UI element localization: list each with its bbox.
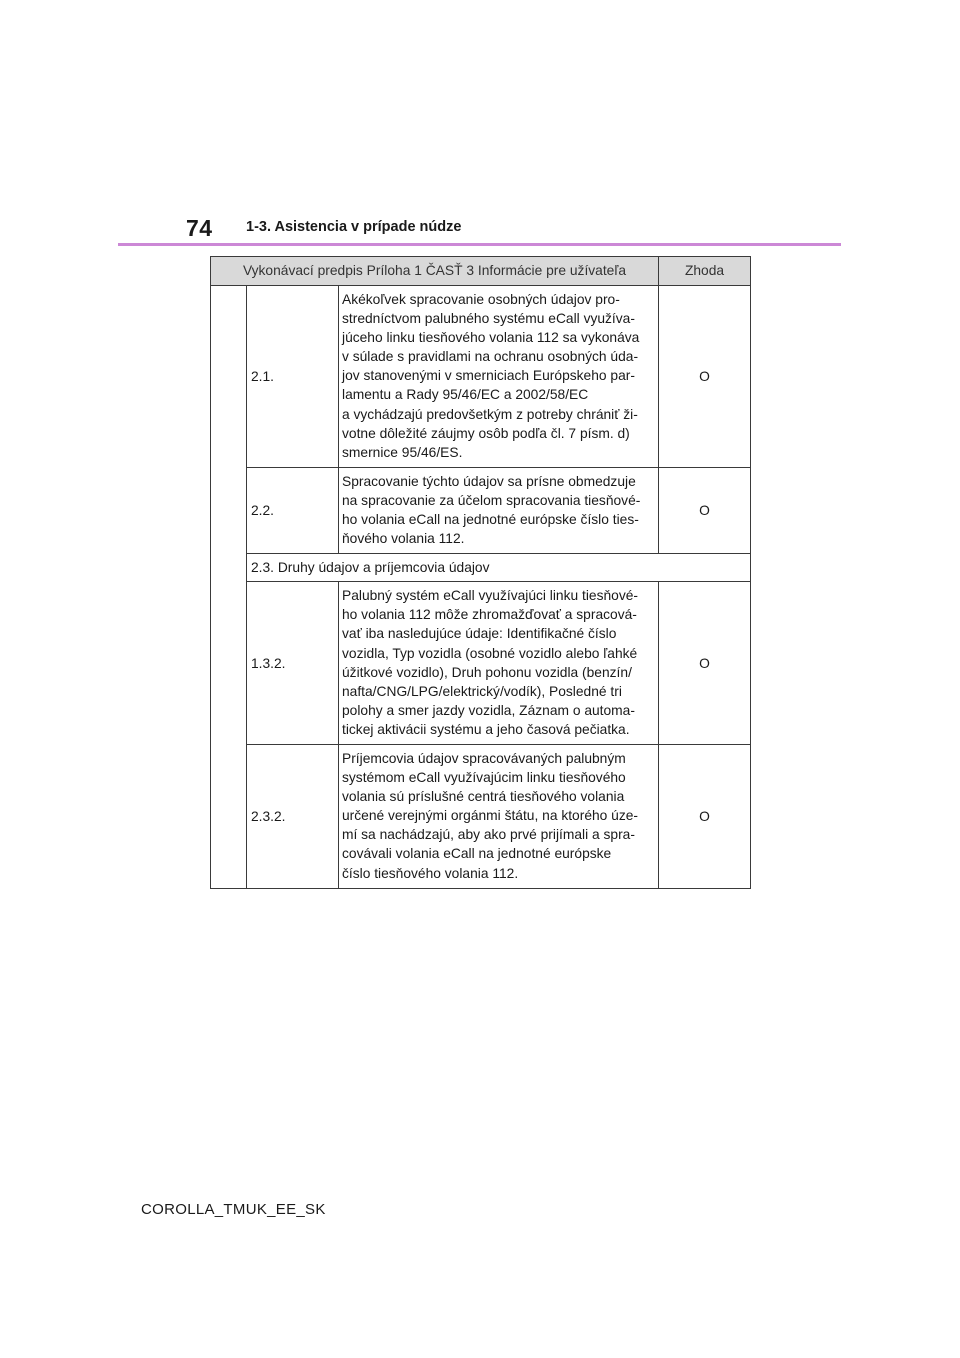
table-row xyxy=(211,286,751,468)
text-line: Príjemcovia údajov spracovávaných palubným xyxy=(342,750,626,766)
text-line: vozidla, Typ vozidla (osobné vozidlo alebo ľahké xyxy=(342,645,638,661)
text-line: covávali volania eCall na jednotné európske xyxy=(342,846,612,862)
table-row xyxy=(211,744,751,888)
text-line: v súlade s pravidlami na ochranu osobných úda- xyxy=(342,349,639,365)
table-row xyxy=(211,582,751,745)
indent-column xyxy=(211,286,247,889)
table-header-row xyxy=(211,257,751,286)
header-compliance: Zhoda xyxy=(659,257,751,286)
row-text xyxy=(339,744,659,888)
text-line: tickej aktivácii systému a jeho časová pečiatka. xyxy=(342,721,630,737)
text-line: na spracovanie za účelom spracovania tiesňové- xyxy=(342,492,641,508)
table-subheading-row xyxy=(211,554,751,582)
header-divider xyxy=(118,243,841,246)
text-line: smernice 95/46/ES. xyxy=(342,444,463,460)
compliance-value: O xyxy=(659,582,751,745)
text-line: ho volania 112 môže zhromažďovať a spracová- xyxy=(342,607,637,623)
regulation-table xyxy=(210,256,751,889)
text-line: ho volania eCall na jednotné európske číslo ties- xyxy=(342,512,639,528)
row-number: 2.3.2. xyxy=(247,744,339,888)
page-number: 74 xyxy=(186,215,213,241)
text-line: systémom eCall využívajúcim linku tiesňového xyxy=(342,770,626,786)
section-title: 1-3. Asistencia v prípade núdze xyxy=(246,219,462,235)
text-line: júceho linku tiesňového volania 112 sa vykonáva xyxy=(342,330,640,346)
header-regulation: Vykonávací predpis Príloha 1 ČASŤ 3 Informácie pre užívateľa xyxy=(211,257,659,286)
text-line: Akékoľvek spracovanie osobných údajov pro- xyxy=(342,292,620,307)
text-line: Palubný systém eCall využívajúci linku tiesňové- xyxy=(342,588,638,604)
text-line: úžitkové vozidlo), Druh pohonu vozidla (benzín/ xyxy=(342,664,632,680)
text-line: lamentu a Rady 95/46/EC a 2002/58/EC xyxy=(342,387,589,403)
compliance-value: O xyxy=(659,744,751,888)
row-number: 2.1. xyxy=(247,286,339,468)
text-line: stredníctvom palubného systému eCall využíva- xyxy=(342,311,635,327)
document-code: COROLLA_TMUK_EE_SK xyxy=(141,1201,326,1218)
row-text xyxy=(339,467,659,553)
row-text xyxy=(339,286,659,468)
table-row xyxy=(211,467,751,553)
row-text xyxy=(339,582,659,745)
text-line: mí sa nachádzajú, aby ako prvé prijímali a spra- xyxy=(342,827,635,843)
compliance-value: O xyxy=(659,467,751,553)
text-line: nafta/CNG/LPG/elektrický/vodík), Posledné tri xyxy=(342,683,622,699)
text-line: volania sú príslušné centrá tiesňového volania xyxy=(342,789,625,805)
text-line: a vychádzajú predovšetkým z potreby chrániť ži- xyxy=(342,406,638,422)
text-line: votne dôležité záujmy osôb podľa čl. 7 písm. d) xyxy=(342,425,630,441)
compliance-value: O xyxy=(659,286,751,468)
text-line: číslo tiesňového volania 112. xyxy=(342,865,519,881)
text-line: vať iba nasledujúce údaje: Identifikačné číslo xyxy=(342,626,617,642)
text-line: určené verejnými orgánmi štátu, na ktorého úze- xyxy=(342,808,639,824)
table-subheading: 2.3. Druhy údajov a príjemcovia údajov xyxy=(247,554,751,582)
text-line: polohy a smer jazdy vozidla, Záznam o automa- xyxy=(342,702,635,718)
row-number: 1.3.2. xyxy=(247,582,339,745)
text-line: Spracovanie týchto údajov sa prísne obmedzuje xyxy=(342,473,636,489)
row-number: 2.2. xyxy=(247,467,339,553)
text-line: jov stanovenými v smerniciach Európskeho par- xyxy=(342,368,635,384)
text-line: ňového volania 112. xyxy=(342,531,465,547)
